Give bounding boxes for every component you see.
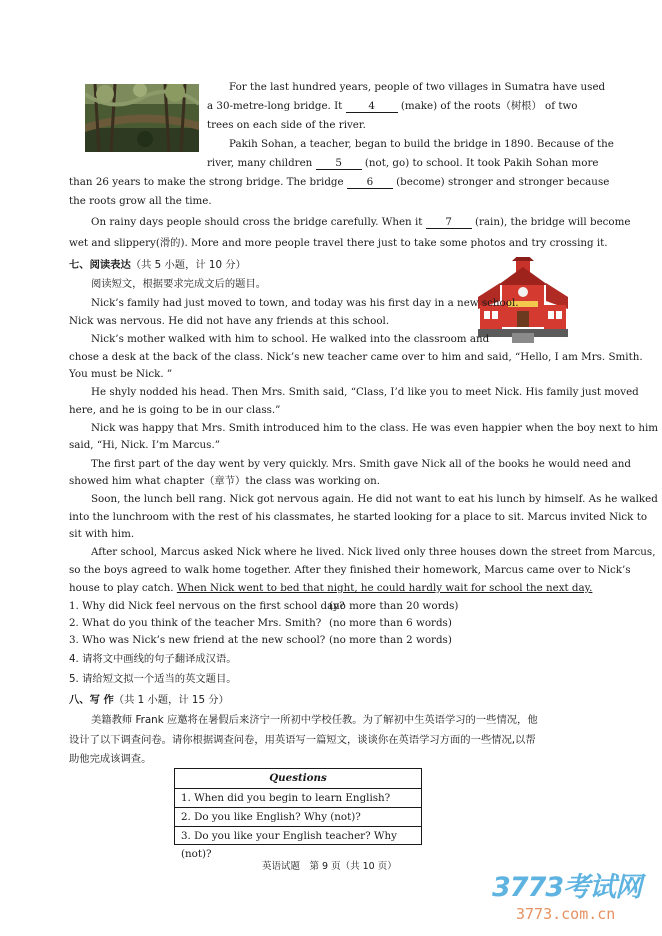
questions-table [174,768,422,860]
question-3-limit: (no more than 2 words) [329,634,452,646]
passage-line: a 30-metre-long bridge. It 4 (make) of the roots（树根） of two [207,100,578,112]
passage-line: On rainy days people should cross the bridge carefully. When it 7 (rain), the bridge will become [91,216,631,228]
question-1-limit: (no more than 20 words) [329,600,459,612]
answer-blank: 4 [346,101,398,113]
passage-line: You must be Nick. ” [69,368,173,380]
passage-line: into the lunchroom with the rest of his classmates, he started looking for a place to sit. Marcus invited Nick to [69,511,648,523]
answer-blank: 5 [316,158,362,170]
section-7-instruction: 阅读短文，根据要求完成文后的题目。 [91,278,267,290]
questions-table-row: 1. When did you begin to learn English? [175,788,421,807]
watermark-url: 3773.com.cn [516,905,616,923]
question-5: 5. 请给短文拟一个适当的英文题目。 [69,673,237,685]
question-3: 3. Who was Nick’s new friend at the new school? [69,634,326,646]
question-2-limit: (no more than 6 words) [329,617,452,629]
passage-line: After school, Marcus asked Nick where he lived. Nick lived only three houses down the street from Marcus, [91,546,656,558]
passage-line: The first part of the day went by very quickly. Mrs. Smith gave Nick all of the books he would need and [91,458,632,470]
page-footer: 英语试题 第 9 页（共 10 页） [262,861,397,872]
question-4: 4. 请将文中画线的句子翻译成汉语。 [69,653,237,665]
site-watermark [486,872,656,928]
passage-line: so the boys agreed to walk home together. After they finished their homework, Marcus came over to Nick’s [69,564,631,576]
question-2: 2. What do you think of the teacher Mrs. Smith? [69,617,322,629]
passage-line: trees on each side of the river. [207,119,366,131]
passage-line: Nick’s family had just moved to town, and today was his first day in a new school. [91,297,519,309]
passage-line: river, many children 5 (not, go) to school. It took Pakih Sohan more [207,157,599,169]
watermark-brand: 3773考试网 [492,872,642,903]
passage-line: said, “Hi, Nick. I’m Marcus.” [69,439,220,451]
passage-line: Pakih Sohan, a teacher, began to build the bridge in 1890. Because of the [229,138,614,150]
passage-line: For the last hundred years, people of two villages in Sumatra have used [229,81,606,93]
section-8-heading: 八、写 作（共 1 小题，计 15 分） [69,694,229,706]
questions-table-row: 3. Do you like your English teacher? Why (not)? [175,826,421,845]
passage-line: here, and he is going to be in our class.” [69,404,281,416]
passage-line: than 26 years to make the strong bridge. The bridge 6 (become) stronger and stronger because [69,176,610,188]
passage-line: showed him what chapter（章节）the class was working on. [69,475,381,487]
passage-line: chose a desk at the back of the class. Nick’s new teacher came over to him and said, “Hello, I am Mrs. Smith. [69,351,643,363]
passage-line: Nick was happy that Mrs. Smith introduced him to the class. He was even happier when the boy next to him [91,422,659,434]
root-bridge-photo [85,84,199,152]
section-8-line: 助他完成该调查。 [69,753,152,765]
section-8-line: 美籍教师 Frank 应邀将在暑假后来济宁一所初中学校任教。为了解初中生英语学习的一些情况，他 [91,714,538,726]
section-7-heading: 七、阅读表达（共 5 小题，计 10 分） [69,259,246,271]
questions-table-title: Questions [269,772,327,784]
passage-line: Nick was nervous. He did not have any friends at this school. [69,315,390,327]
passage-line: He shyly nodded his head. Then Mrs. Smith said, “Class, I’d like you to meet Nick. His family just moved [91,386,639,398]
answer-blank: 7 [426,217,472,229]
passage-line: house to play catch. When Nick went to bed that night, he could hardly wait for school the next day. [69,582,593,594]
underlined-sentence: When Nick went to bed that night, he could hardly wait for school the next day. [176,582,593,594]
passage-line: Nick’s mother walked with him to school. He walked into the classroom and [91,333,490,345]
section-8-line: 设计了以下调查问卷。请你根据调查问卷，用英语写一篇短文，谈谈你在英语学习方面的一些情况,以帮 [69,734,536,746]
passage-line: Soon, the lunch bell rang. Nick got nervous again. He did not want to eat his lunch by himself. As he walked [91,493,658,505]
passage-line: wet and slippery(滑的). More and more people travel there just to take some photos and try crossing it. [69,237,608,249]
questions-table-row: 2. Do you like English? Why (not)? [175,807,421,826]
answer-blank: 6 [347,177,393,189]
question-1: 1. Why did Nick feel nervous on the first school day? [69,600,345,612]
passage-line: sit with him. [69,528,135,540]
passage-line: the roots grow all the time. [69,195,212,207]
